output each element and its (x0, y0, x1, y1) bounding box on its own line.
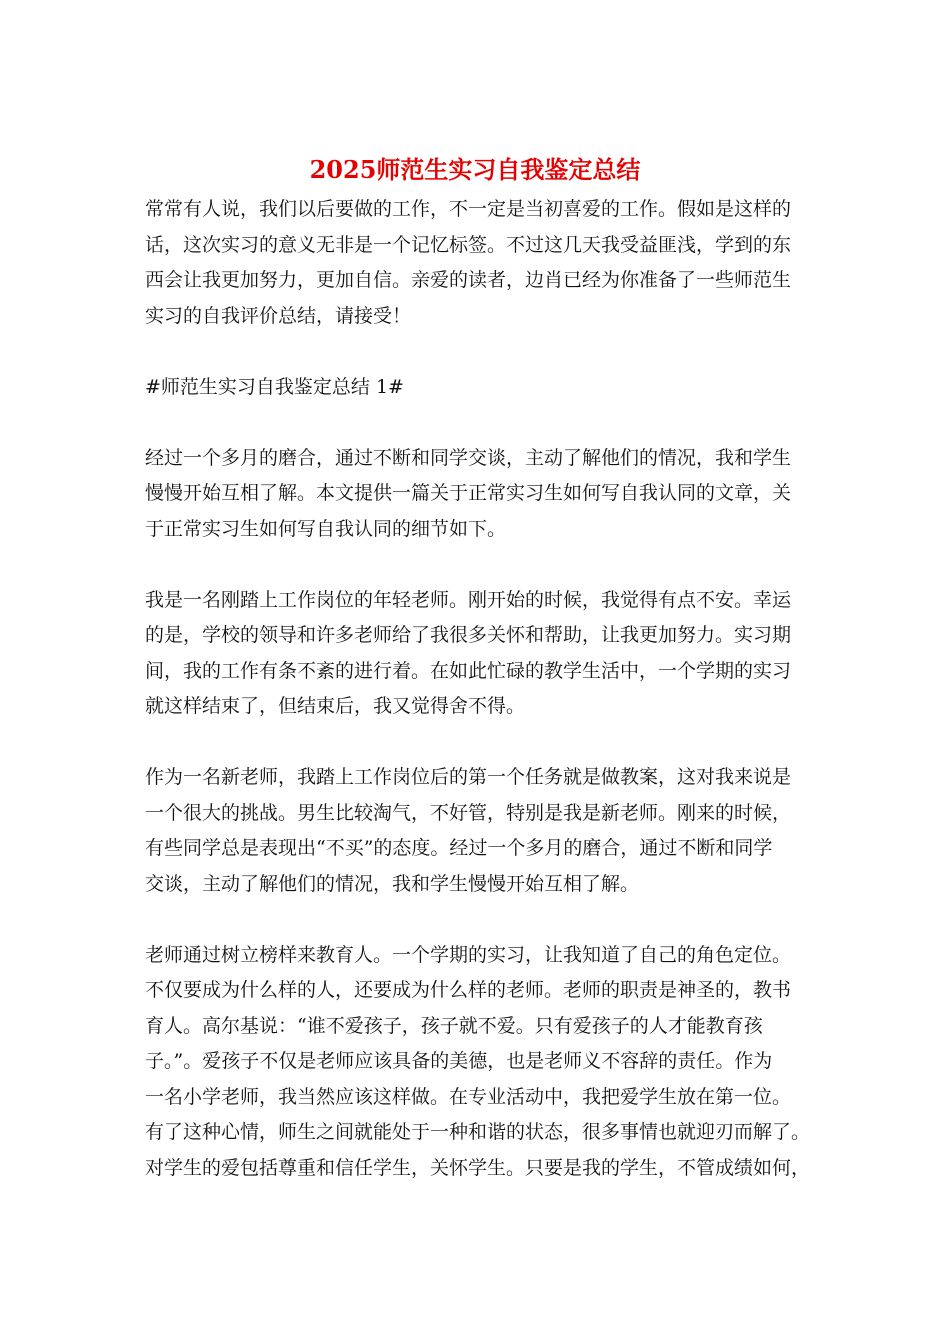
section-heading-text: #师范生实习自我鉴定总结 1# (145, 375, 404, 398)
text-line: 有些同学总是表现出“不买”的态度。经过一个多月的磨合，通过不断和同学 (145, 837, 773, 859)
text-line: 间，我的工作有条不紊的进行着。在如此忙碌的教学生活中，一个学期的实习 (145, 659, 792, 682)
text-line: 交谈，主动了解他们的情况，我和学生慢慢开始互相了解。 (145, 872, 640, 895)
text-line: 一个很大的挑战。男生比较淘气，不好管，特别是我是新老师。刚来的时候， (145, 801, 792, 824)
text-line: 于正常实习生如何写自我认同的细节如下。 (145, 517, 507, 540)
section-heading (145, 370, 815, 406)
paragraph (145, 760, 815, 902)
text-line: 慢慢开始互相了解。本文提供一篇关于正常实习生如何写自我认同的文章，关 (145, 482, 792, 504)
text-line: 我是一名刚踏上工作岗位的年轻老师。刚开始的时候，我觉得有点不安。幸运 (145, 588, 792, 611)
text-line: 就这样结束了，但结束后，我又觉得舍不得。 (145, 695, 526, 717)
text-line: 的是，学校的领导和许多老师给了我很多关怀和帮助，让我更加努力。实习期 (145, 624, 792, 646)
text-line: 有了这种心情，师生之间就能处于一种和谐的状态，很多事情也就迎刃而解了。 (145, 1121, 811, 1143)
text-line: 常常有人说，我们以后要做的工作，不一定是当初喜爱的工作。假如是这样的 (145, 198, 792, 220)
text-line: 一名小学老师，我当然应该这样做。在专业活动中，我把爱学生放在第一位。 (145, 1085, 792, 1108)
text-line: 子。”。爱孩子不仅是老师应该具备的美德，也是老师义不容辞的责任。作为 (145, 1050, 773, 1072)
text-line: 实习的自我评价总结，请接受！ (145, 304, 412, 327)
paragraph (145, 938, 815, 1187)
text-line: 育人。高尔基说：“谁不爱孩子，孩子就不爱。只有爱孩子的人才能教育孩 (145, 1014, 763, 1037)
paragraph (145, 583, 815, 725)
document-title: 2025师范生实习自我鉴定总结 (309, 155, 641, 184)
text-line: 话，这次实习的意义无非是一个记忆标签。不过这几天我受益匪浅，学到的东 (145, 233, 792, 256)
text-line: 对学生的爱包括尊重和信任学生，关怀学生。只要是我的学生，不管成绩如何， (145, 1156, 811, 1179)
text-line: 经过一个多月的磨合，通过不断和同学交谈，主动了解他们的情况，我和学生 (145, 446, 792, 469)
text-line: 老师通过树立榜样来教育人。一个学期的实习，让我知道了自己的角色定位。 (145, 943, 792, 966)
text-line: 作为一名新老师，我踏上工作岗位后的第一个任务就是做教案，这对我来说是 (145, 766, 792, 788)
paragraph (145, 441, 815, 548)
paragraph-intro (145, 192, 815, 334)
text-line: 西会让我更加努力，更加自信。亲爱的读者，边肖已经为你准备了一些师范生 (145, 269, 792, 291)
text-line: 不仅要成为什么样的人，还要成为什么样的老师。老师的职责是神圣的，教书 (145, 979, 792, 1001)
document-body (145, 192, 815, 1222)
